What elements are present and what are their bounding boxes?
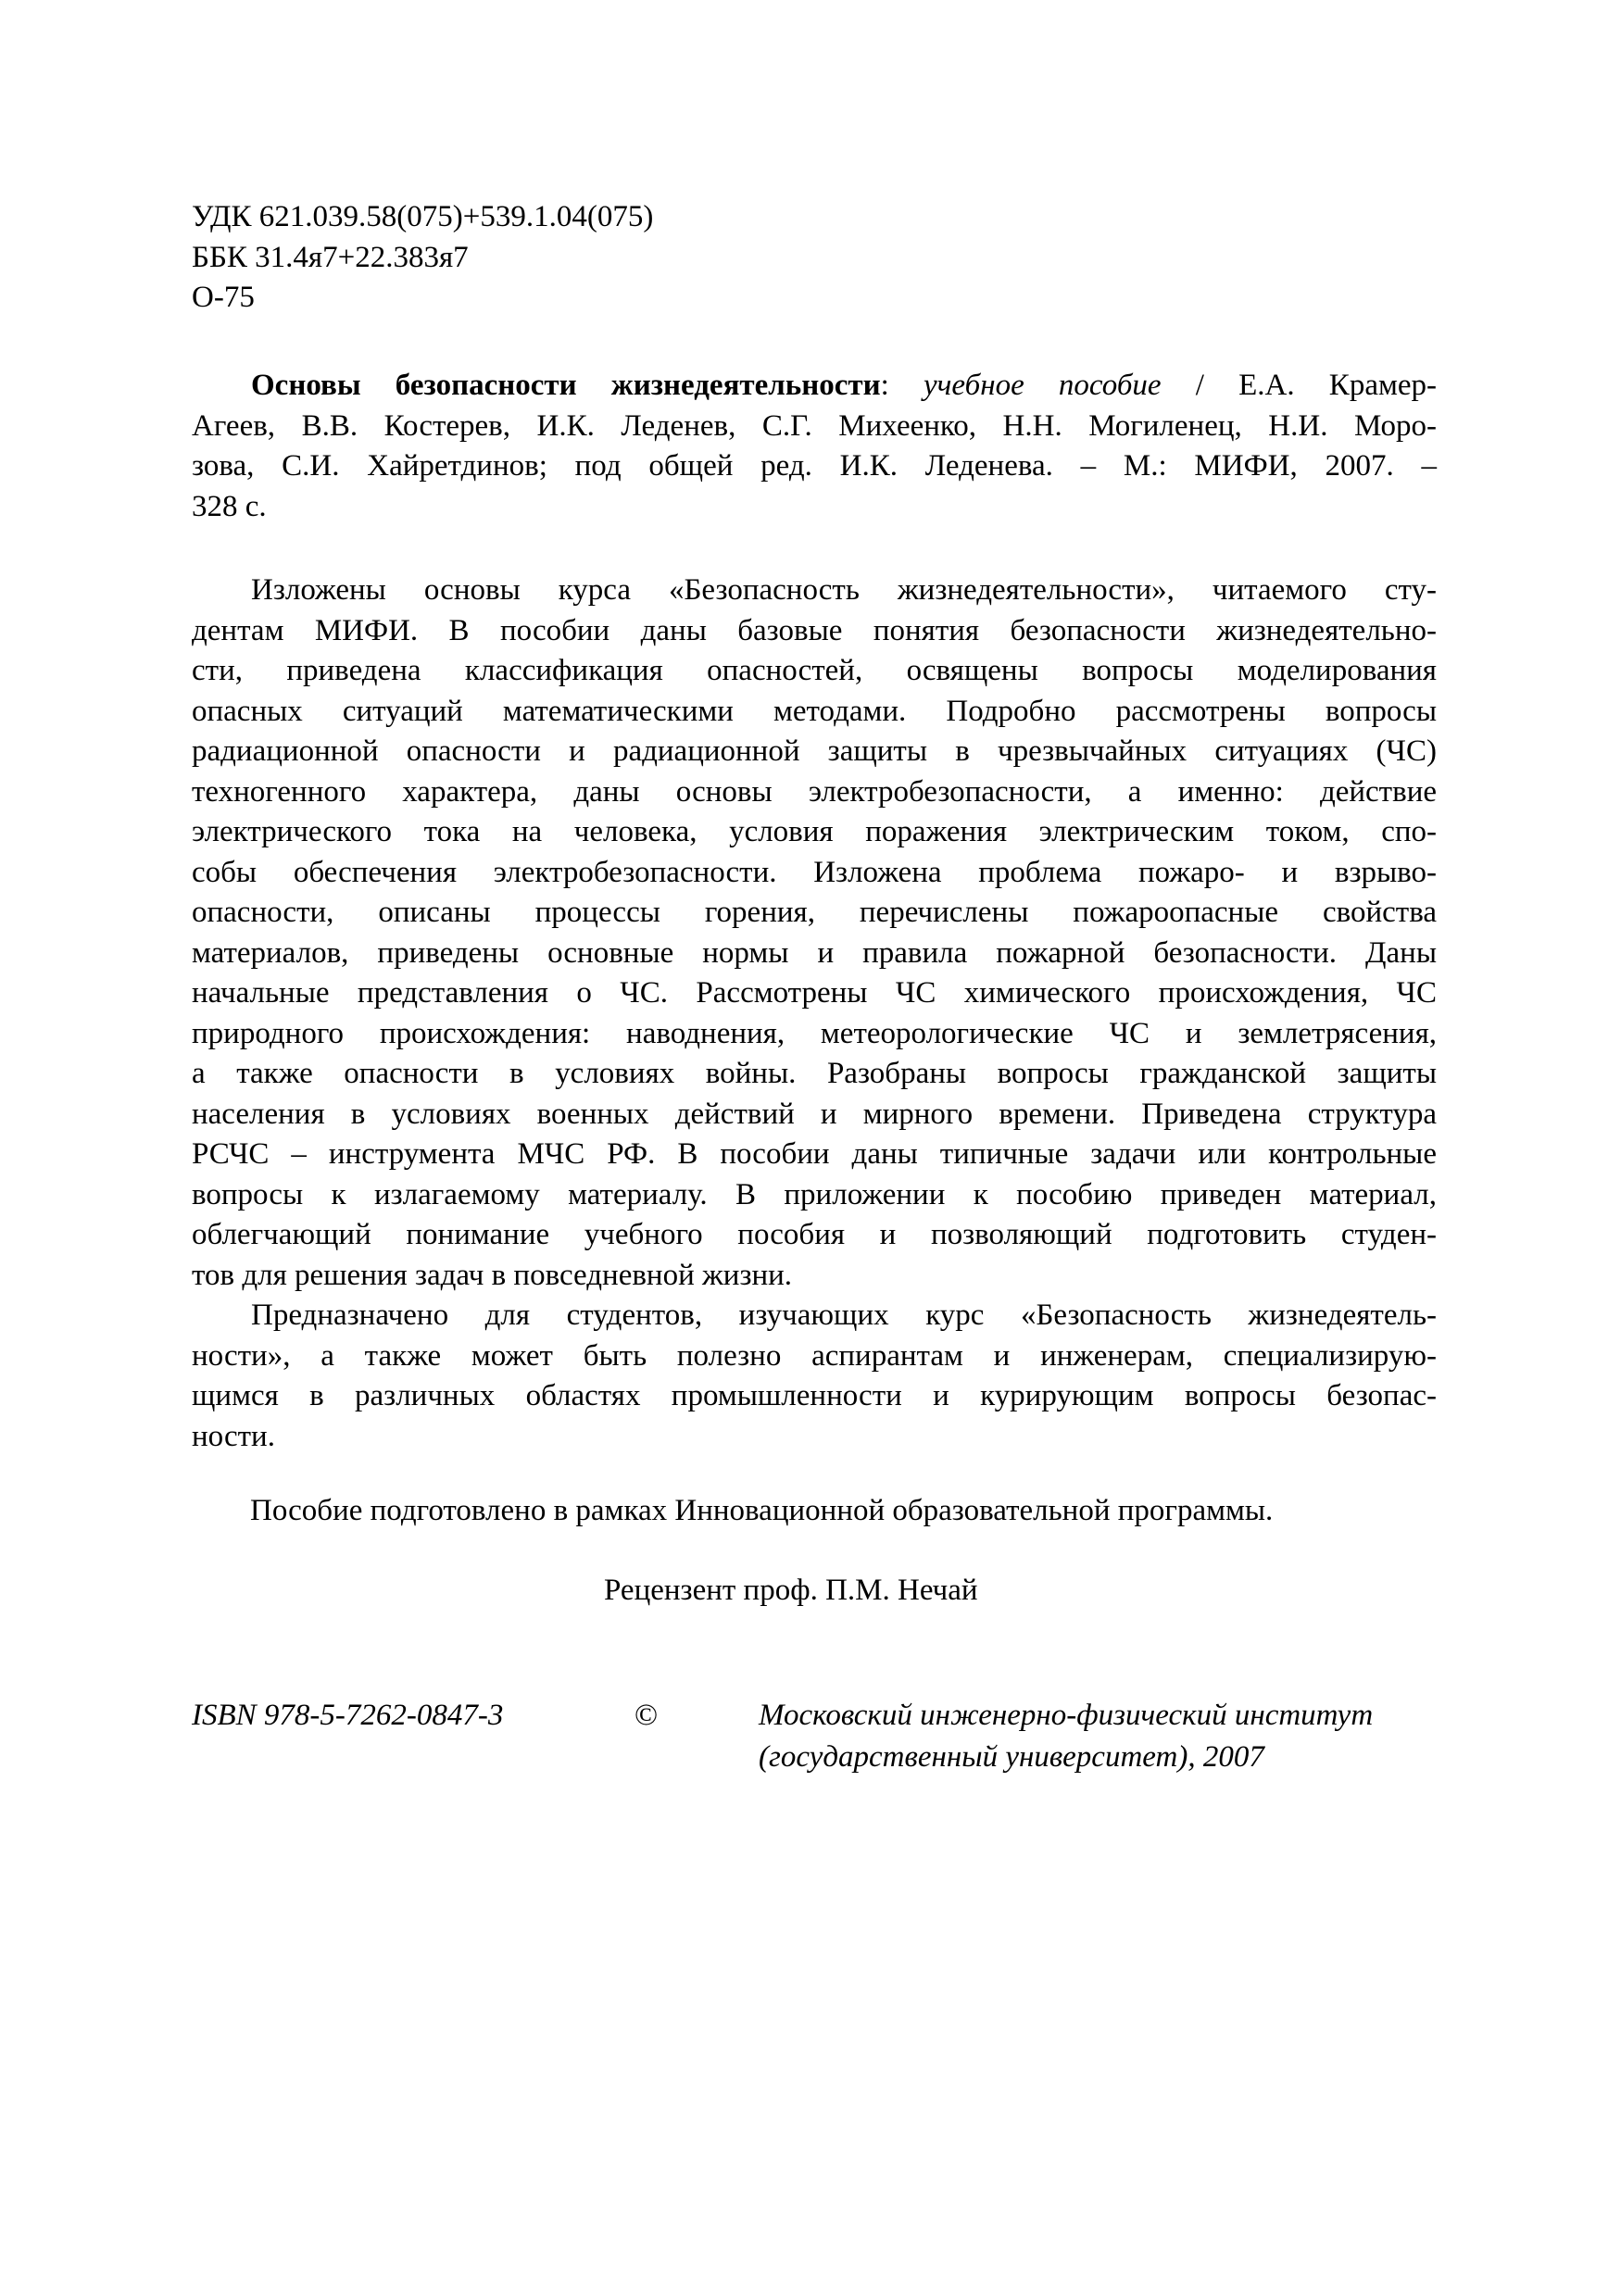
imprint [192, 1696, 1437, 1788]
abstract-line: Предназначено для студентов, изучающих курс «Безопасность жизнедеятель- [251, 1299, 1437, 1332]
program-note: Пособие подготовлено в рамках Инновационной образовательной программы. [250, 1494, 1274, 1527]
abstract-line: облегчающий понимание учебного пособия и позволяющий подготовить студен- [192, 1218, 1437, 1251]
classification-codes [192, 197, 1437, 319]
abstract-line: Изложены основы курса «Безопасность жизнедеятельности», читаемого сту- [251, 573, 1437, 607]
abstract-line: РСЧС – инструмента МЧС РФ. В пособии даны типичные задачи или контрольные [192, 1137, 1437, 1171]
author-mark: О-75 [192, 281, 255, 314]
bibliographic-line: 328 с. [192, 489, 267, 523]
abstract-line: электрического тока на человека, условия поражения электрическим током, спо- [192, 815, 1437, 848]
book-type: учебное пособие [924, 369, 1162, 402]
abstract-paragraph-1 [192, 571, 1437, 1296]
udk-code: УДК 621.039.58(075)+539.1.04(075) [192, 200, 654, 233]
abstract-line: населения в условиях военных действий и мирного времени. Приведена структура [192, 1097, 1437, 1131]
abstract-line: техногенного характера, даны основы электробезопасности, а именно: действие [192, 774, 1437, 809]
abstract-line: природного происхождения: наводнения, метеорологические ЧС и землетрясения, [192, 1016, 1437, 1050]
bibliographic-record [192, 366, 1437, 527]
copyright-symbol: © [635, 1699, 659, 1732]
abstract-line: собы обеспечения электробезопасности. Изложена проблема пожаро- и взрыво- [192, 855, 1437, 889]
authors-start: / Е.А. Крамер- [1161, 369, 1437, 402]
abstract [192, 571, 1437, 1457]
reviewer: Рецензент проф. П.М. Нечай [604, 1574, 978, 1607]
program-note-block [192, 1491, 1437, 1532]
publisher-line-1: Московский инженерно-физический институт [759, 1699, 1374, 1732]
bibliographic-line [192, 366, 1437, 407]
abstract-line: ности. [192, 1419, 275, 1453]
abstract-line: щимся в различных областях промышленности и курирующим вопросы безопас- [192, 1379, 1437, 1412]
bbk-code: ББК 31.4я7+22.383я7 [192, 240, 469, 274]
abstract-line: опасных ситуаций математическими методами. Подробно рассмотрены вопросы [192, 694, 1437, 728]
abstract-line: материалов, приведены основные нормы и правила пожарной безопасности. Даны [192, 935, 1437, 970]
abstract-line: начальные представления о ЧС. Рассмотрены ЧС химического происхождения, ЧС [192, 976, 1437, 1010]
abstract-line: ности», а также может быть полезно аспирантам и инженерам, специализирую- [192, 1338, 1437, 1373]
abstract-line: сти, приведена классификация опасностей, освящены вопросы моделирования [192, 654, 1437, 687]
bibliographic-line: Агеев, В.В. Костерев, И.К. Леденев, С.Г. Михеенко, Н.Н. Могиленец, Н.И. Моро- [192, 408, 1437, 443]
book-title: Основы безопасности жизнедеятельности [251, 369, 881, 402]
abstract-line: дентам МИФИ. В пособии даны базовые понятия безопасности жизнедеятельно- [192, 613, 1437, 647]
bibliographic-line: зова, С.И. Хайретдинов; под общей ред. И.К. Леденева. – М.: МИФИ, 2007. – [192, 449, 1437, 483]
abstract-line: вопросы к излагаемому материалу. В приложении к пособию приведен материал, [192, 1177, 1437, 1211]
reviewer-block [192, 1571, 1437, 1612]
publisher-line-2: (государственный университет), 2007 [759, 1740, 1264, 1774]
abstract-line: радиационной опасности и радиационной защиты в чрезвычайных ситуациях (ЧС) [192, 734, 1437, 768]
abstract-line: тов для решения задач в повседневной жизни. [192, 1258, 793, 1292]
abstract-line: опасности, описаны процессы горения, перечислены пожароопасные свойства [192, 896, 1437, 929]
colon: : [880, 369, 924, 402]
abstract-paragraph-2 [192, 1296, 1437, 1457]
abstract-line: а также опасности в условиях войны. Разобраны вопросы гражданской защиты [192, 1057, 1437, 1090]
isbn: ISBN 978-5-7262-0847-3 [192, 1699, 504, 1732]
